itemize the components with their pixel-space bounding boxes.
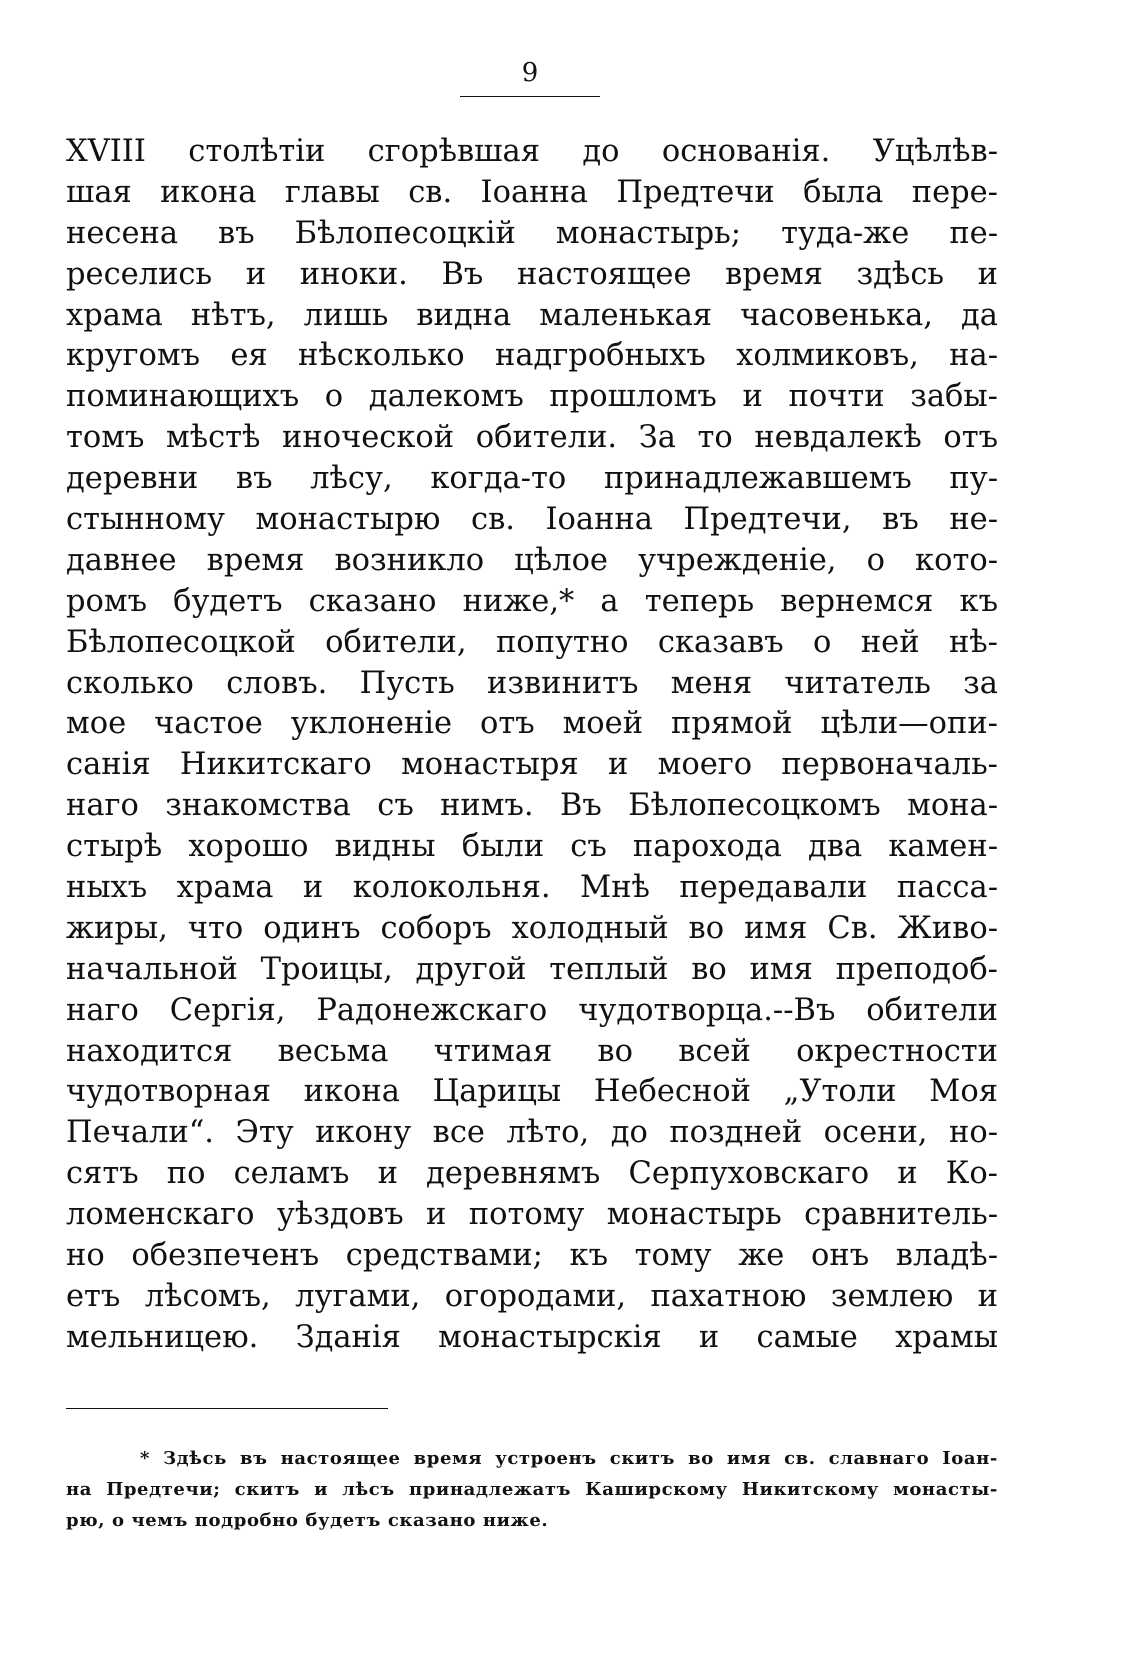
text-line: реселись и иноки. Въ настоящее время здѣсь и xyxy=(66,256,998,292)
text-line: XVIII столѣтіи сгорѣвшая до основанія. Уцѣлѣв- xyxy=(66,134,998,169)
text-line: мельницею. Зданія монастырскія и самые храмы xyxy=(66,1319,998,1355)
text-line: ломенскаго уѣздовъ и потому монастырь сравнитель- xyxy=(66,1197,998,1233)
text-line: чудотворная икона Царицы Небесной „Утоли Моя xyxy=(66,1074,998,1110)
text-line: давнее время возникло цѣлое учрежденіе, о кото- xyxy=(66,542,998,578)
text-line: етъ лѣсомъ, лугами, огородами, пахатною землею и xyxy=(66,1278,998,1314)
text-line: мое частое уклоненіе отъ моей прямой цѣли—опи- xyxy=(66,706,998,742)
text-line: шая икона главы св. Іоанна Предтечи была пере- xyxy=(66,174,998,210)
text-line: деревни въ лѣсу, когда-то принадлежавшемъ пу- xyxy=(66,461,998,497)
text-line: поминающихъ о далекомъ прошломъ и почти забы- xyxy=(66,379,998,415)
text-line: Бѣлопесоцкой обители, попутно сказавъ о ней нѣ- xyxy=(66,624,998,660)
text-line: несена въ Бѣлопесоцкій монастырь; туда-же пе- xyxy=(66,215,998,251)
footnote-rule xyxy=(66,1408,388,1409)
text-line: сятъ по селамъ и деревнямъ Серпуховскаго и Ко- xyxy=(66,1156,998,1192)
text-line: начальной Троицы, другой теплый во имя преподоб- xyxy=(66,951,998,987)
text-line: храма нѣтъ, лишь видна маленькая часовенька, да xyxy=(66,297,998,333)
footnote xyxy=(66,1443,998,1536)
text-line: ромъ будетъ сказано ниже,* а теперь вернемся къ xyxy=(66,583,998,619)
text-line: наго знакомства съ нимъ. Въ Бѣлопесоцкомъ мона- xyxy=(66,788,998,824)
text-line: наго Сергія, Радонежскаго чудотворца.--Въ обители xyxy=(66,992,998,1028)
body-text xyxy=(66,132,998,1359)
text-line: кругомъ ея нѣсколько надгробныхъ холмиковъ, на- xyxy=(66,338,998,374)
text-line: санія Никитскаго монастыря и моего первоначаль- xyxy=(66,747,998,783)
text-line: ныхъ храма и колокольня. Мнѣ передавали пасса- xyxy=(66,870,998,906)
page-number: 9 xyxy=(521,58,539,88)
text-line: жиры, что одинъ соборъ холодный во имя Св. Живо- xyxy=(66,910,998,946)
text-line: находится весьма чтимая во всей окрестности xyxy=(66,1033,998,1069)
footnote-line: рю, о чемъ подробно будетъ сказано ниже. xyxy=(66,1510,549,1531)
text-line: но обезпеченъ средствами; къ тому же онъ владѣ- xyxy=(66,1238,998,1274)
text-line: стырѣ хорошо видны были съ парохода два камен- xyxy=(66,829,998,865)
text-line: сколько словъ. Пусть извинитъ меня читатель за xyxy=(66,665,998,701)
page-number-rule xyxy=(460,96,600,97)
text-line: стынному монастырю св. Іоанна Предтечи, въ не- xyxy=(66,502,998,538)
footnote-line: * Здѣсь въ настоящее время устроенъ скитъ во имя св. славнаго Іоан- xyxy=(140,1448,998,1469)
text-line: томъ мѣстѣ иноческой обители. За то невдалекѣ отъ xyxy=(66,420,998,456)
text-line: Печали“. Эту икону все лѣто, до поздней осени, но- xyxy=(66,1115,998,1151)
footnote-line: на Предтечи; скитъ и лѣсъ принадлежатъ Каширскому Никитскому монасты- xyxy=(66,1479,998,1500)
